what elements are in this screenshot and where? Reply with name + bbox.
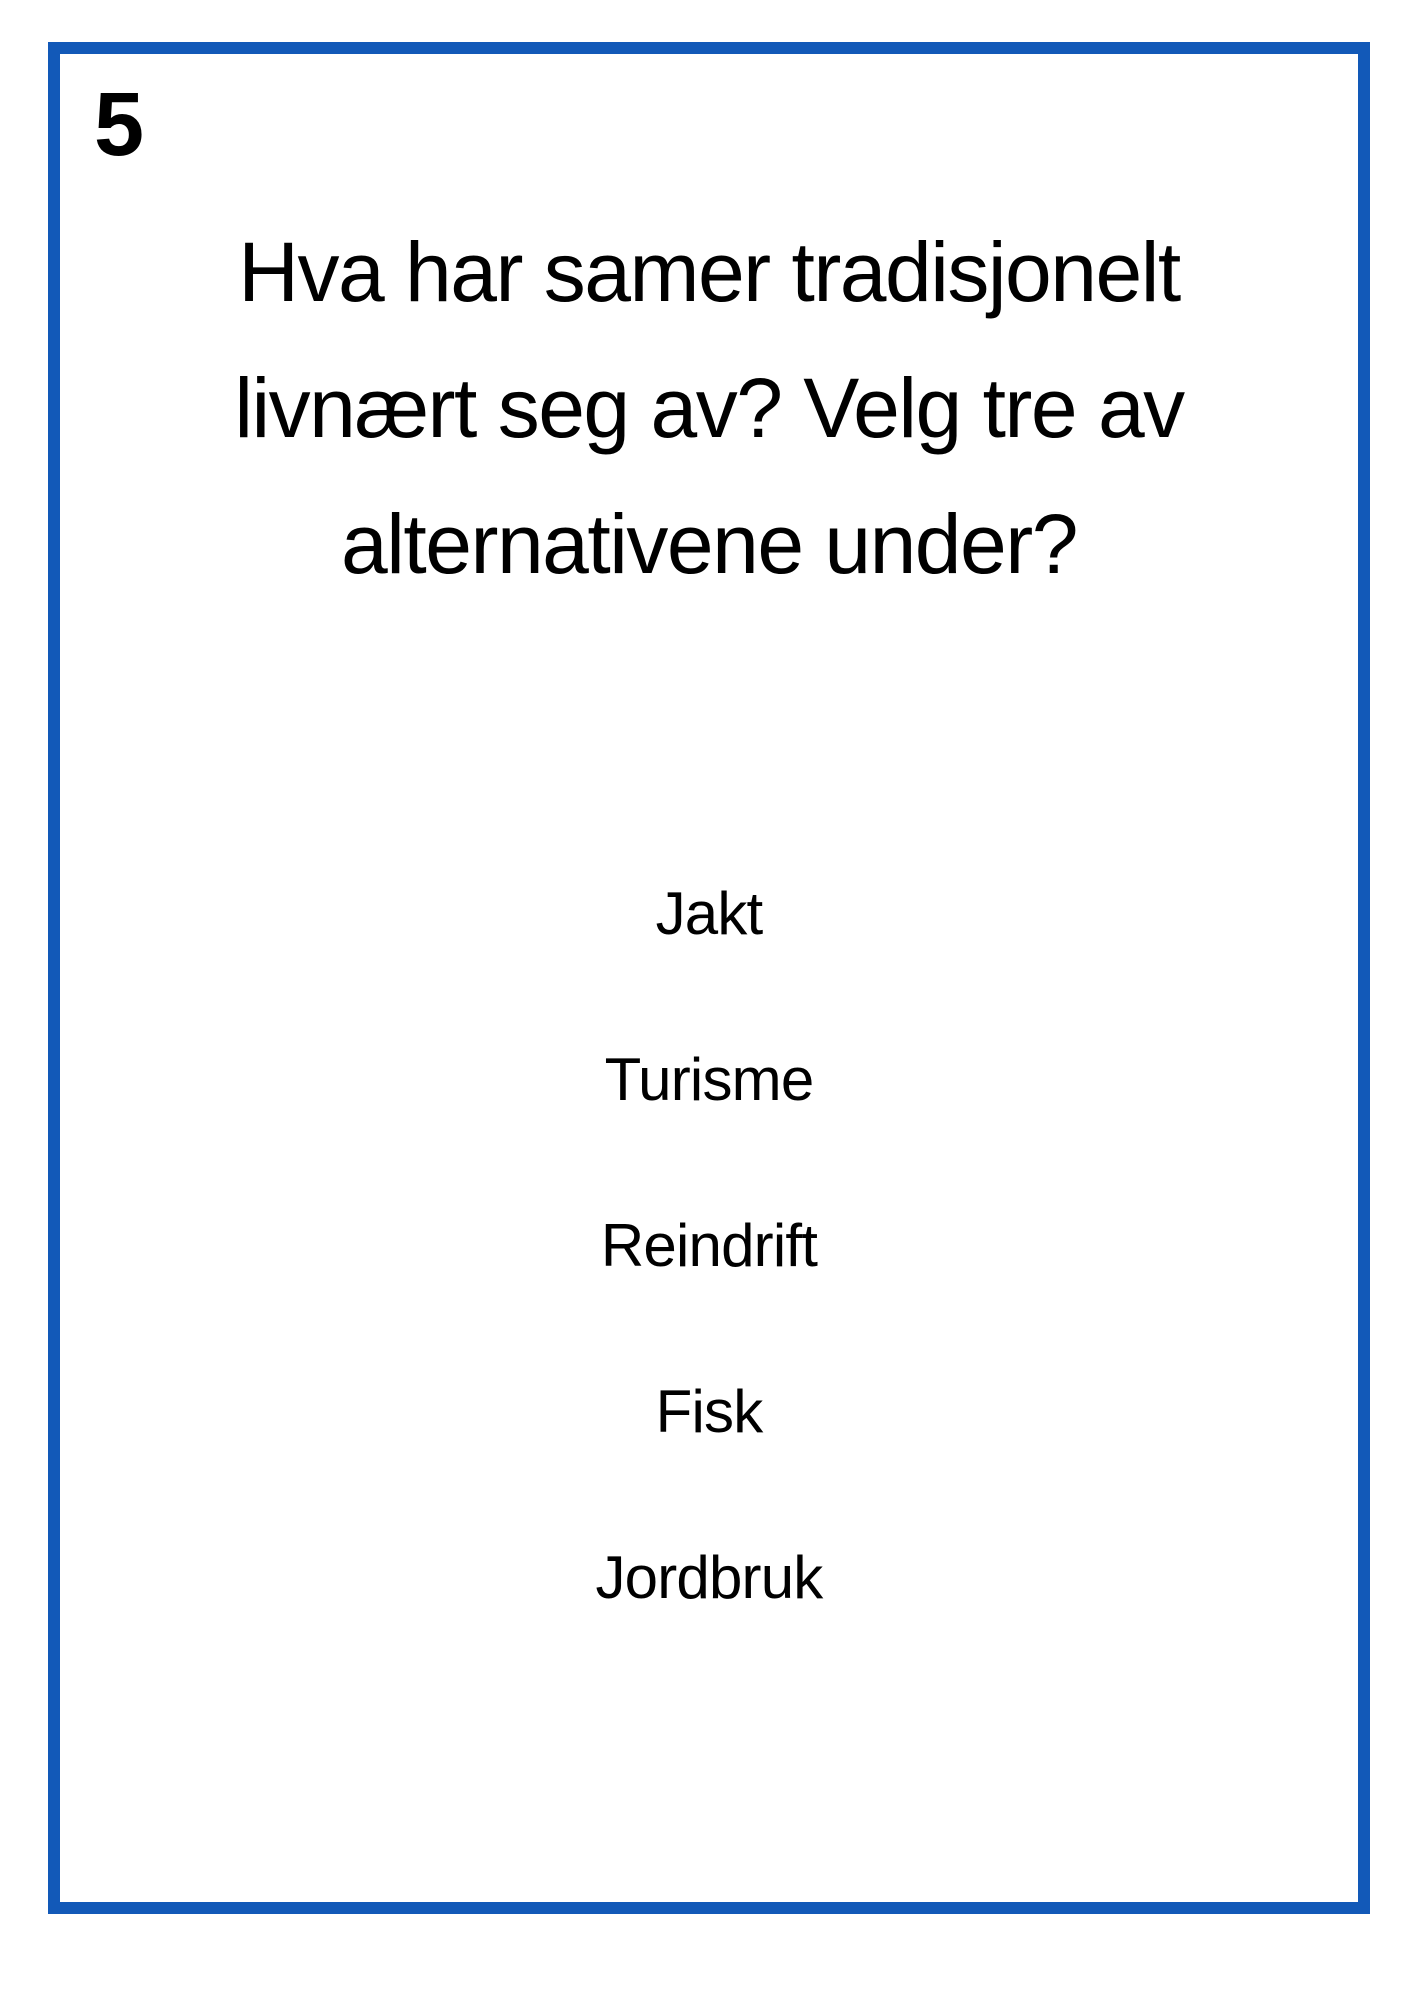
card-number: 5 xyxy=(94,75,144,175)
quiz-card-inner xyxy=(60,54,1358,1902)
answer-option-turisme[interactable]: Turisme xyxy=(604,1046,814,1113)
answer-option-reindrift[interactable]: Reindrift xyxy=(600,1212,818,1279)
quiz-card xyxy=(48,42,1370,1914)
answer-option-fisk[interactable]: Fisk xyxy=(655,1378,763,1445)
answer-option-jordbruk[interactable]: Jordbruk xyxy=(595,1544,823,1611)
answer-options-list xyxy=(110,880,1308,1611)
question-text: Hva har samer tradisjonelt livnært seg av? Velg tre av alternativene under? xyxy=(234,225,1184,592)
answer-option-jakt[interactable]: Jakt xyxy=(655,880,763,947)
